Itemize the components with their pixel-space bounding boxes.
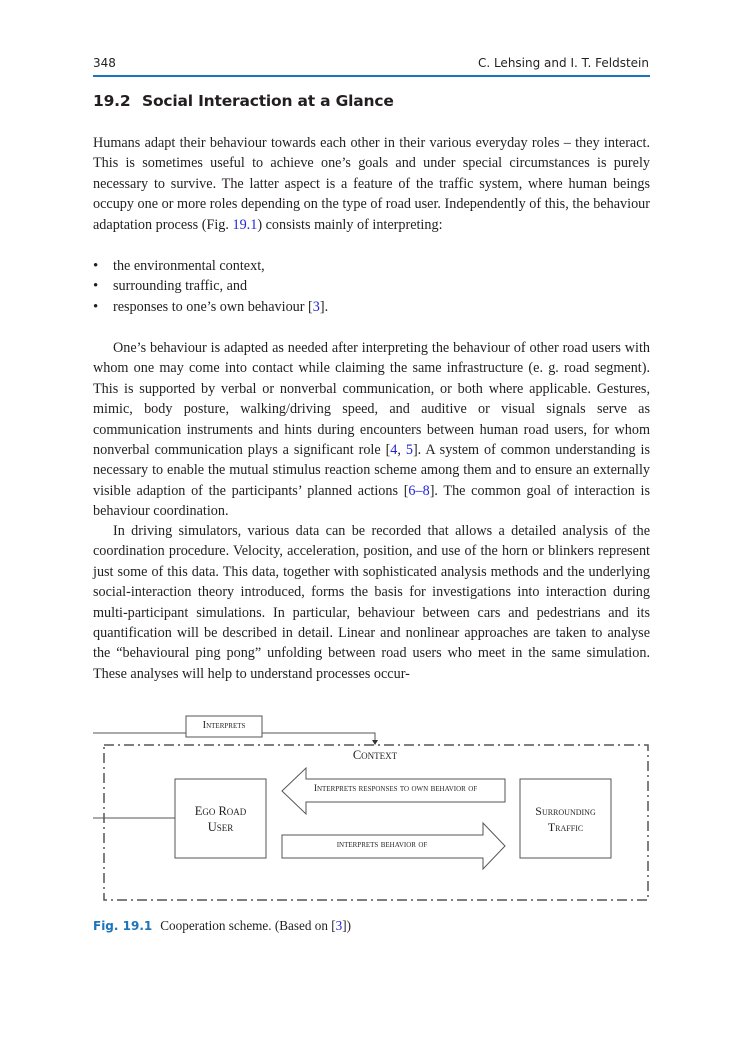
bullet-list [93,256,328,317]
list-item-text: surrounding traffic, and [113,278,248,295]
citation-link[interactable]: 3 [335,918,343,933]
running-head [93,56,649,76]
ego-road-user-label [175,803,266,835]
figure-label: Fig. 19.1 [93,919,153,933]
caption-text: Cooperation scheme. (Based on [ [160,918,336,933]
paragraph-2 [93,338,650,522]
list-item [93,276,328,296]
section-heading [93,92,394,110]
paragraph-3 [93,521,650,684]
running-head-authors: C. Lehsing and I. T. Feldstein [477,56,649,70]
section-number: 19.2 [93,92,131,110]
paragraph-text: In driving simulators, various data can be recorded that allows a detailed analysis of the coordination procedure. Velocity, acceleration, position, and use of the horn or blinkers represent just some of this data. This data, together with sophisticated analysis methods and the underlying social-interaction theory introduced, forms the basis for investigations into interaction during multi-participant simulations. In particular, behaviour between cars and pedestrians and its quantification will be described in detail. Linear and nonlinear approaches are taken to analyse the “behavioural ping pong” unfolding between road users who meet in the same simulation. These analyses will help to understand processes occur- [93,523,650,682]
arrow-right-label: interprets behavior of [336,840,428,850]
list-item [93,297,328,317]
list-item-text: the environmental context, [113,258,265,274]
surrounding-traffic-label [520,803,611,835]
citation-link[interactable]: 5 [405,442,413,459]
arrow-left-label: Interprets responses to own behavior of [313,784,478,794]
figure-caption [93,918,351,934]
caption-text: ]) [342,918,352,933]
separator: , [397,442,406,459]
figure-reference-link[interactable]: 19.1 [232,216,258,233]
ego-label-line1: Ego Road [194,804,247,818]
list-item-text: responses to one’s own behaviour [ [113,298,313,315]
citation-link[interactable]: 4 [390,442,398,459]
list-item-text: ]. [319,298,329,315]
section-title: Social Interaction at a Glance [142,92,394,110]
paragraph-text: Humans adapt their behaviour towards each other in their various everyday roles – they interact. This is sometimes useful to achieve one’s goals and under special circumstances is purely necessary to survive. The latter aspect is a feature of the traffic system, where human beings occupy one or more roles depending on the type of road user. Independently of this, the behaviour adaptation process (Fig. [93,135,650,233]
citation-link[interactable]: 3 [312,298,320,315]
header-rule [93,75,650,77]
paragraph-text: ) consists mainly of interpreting: [257,216,443,233]
ego-label-line2: User [207,820,234,834]
page-number: 348 [93,56,116,70]
paragraph-1 [93,133,650,235]
context-label: Context [352,748,398,762]
paragraph-text: One’s behaviour is adapted as needed after interpreting the behaviour of other road users with whom one may come into contact while claiming the same infrastructure (e. g. road segment). This is supported by verbal or nonverbal communication, or both where applicable. Gestures, mimic, body posture, walking/driving speed, and auditive or visual signals serve as communication instruments and hints during encounters between human road users, for whom nonverbal communication plays a significant role [ [93,340,650,459]
traffic-label-line2: Traffic [547,820,584,834]
list-item [93,256,328,276]
traffic-label-line1: Surrounding [535,804,596,818]
citation-link[interactable]: 6–8 [408,482,430,499]
interprets-label: Interprets [202,720,246,731]
paragraph-text: ]. A system of common understanding is necessary to enable the mutual stimulus reaction scheme among them and to ensure an externally visible adaption of the participants’ planned actions [ [93,442,651,499]
cooperation-scheme-diagram [0,700,740,910]
paragraph-text: ]. The common goal of interaction is behaviour coordination. [93,482,651,520]
